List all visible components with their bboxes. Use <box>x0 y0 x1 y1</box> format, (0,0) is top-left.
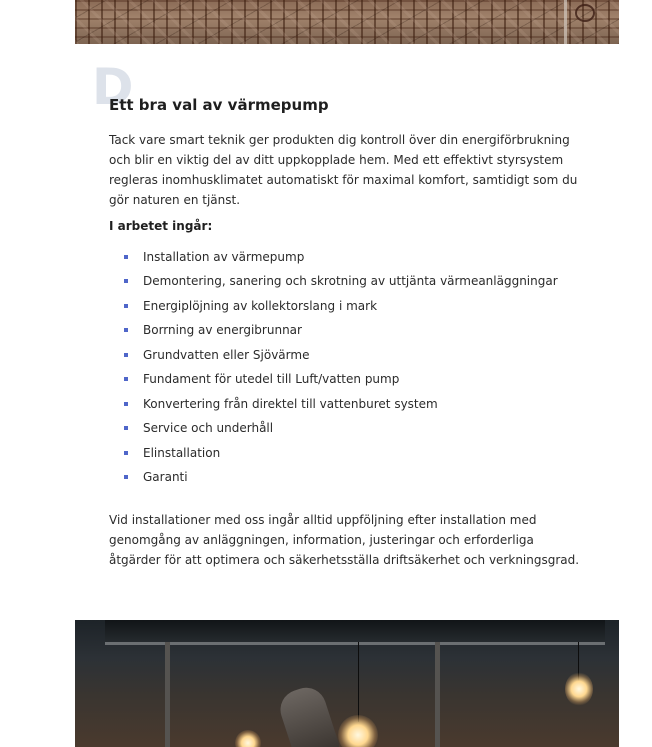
intro-paragraph: Tack vare smart teknik ger produkten dig kontroll över din energiförbrukning och blir en viktig del av ditt uppkopplade hem. Med ett effektivt styrsystem regleras inomhusklimatet automatiskt för maximal komfort, samtidigt som du gör naturen en tjänst. <box>109 133 578 207</box>
included-work-list <box>124 247 558 491</box>
decorative-drop-letter: D <box>92 58 134 116</box>
photo-detail-pole <box>564 0 567 44</box>
photo-detail-ring <box>575 4 595 22</box>
includes-label: I arbetet ingår: <box>109 219 213 233</box>
square-bullet-icon <box>124 255 128 259</box>
photo-beam <box>165 642 170 747</box>
list-item-text: Elinstallation <box>143 445 221 460</box>
outro-paragraph: Vid installationer med oss ingår alltid uppföljning efter installation med genomgång av anläggningen, information, justeringar och erforderliga åtgärder för att optimera och säkerhetsställa driftsäkerhet och verkningsgrad. <box>109 513 580 567</box>
photo-beam <box>435 642 440 747</box>
photo-wire <box>358 642 359 722</box>
list-item-text: Garanti <box>143 469 188 484</box>
list-item <box>124 345 558 369</box>
list-item <box>124 443 558 467</box>
square-bullet-icon <box>124 377 128 381</box>
photo-worker-figure <box>275 683 340 747</box>
list-item <box>124 296 558 320</box>
square-bullet-icon <box>124 279 128 283</box>
list-item <box>124 247 558 271</box>
list-item-text: Service och underhåll <box>143 421 274 436</box>
square-bullet-icon <box>124 402 128 406</box>
header-photo <box>75 0 619 44</box>
list-item <box>124 467 558 491</box>
list-item-text: Demontering, sanering och skrotning av uttjänta värmeanläggningar <box>143 274 558 289</box>
section-title: Ett bra val av värmepump <box>109 96 329 114</box>
list-item-text: Grundvatten eller Sjövärme <box>143 347 310 362</box>
list-item-text: Konvertering från direktel till vattenburet system <box>143 396 438 411</box>
light-bulb-icon <box>235 730 261 747</box>
square-bullet-icon <box>124 328 128 332</box>
light-bulb-icon <box>565 672 593 706</box>
list-item <box>124 369 558 393</box>
workshop-photo <box>75 620 619 747</box>
photo-ceiling <box>105 620 605 645</box>
square-bullet-icon <box>124 426 128 430</box>
list-item-text: Fundament för utedel till Luft/vatten pump <box>143 372 400 387</box>
list-item-text: Installation av värmepump <box>143 250 305 264</box>
list-item-text: Energiplöjning av kollektorslang i mark <box>143 298 378 313</box>
photo-texture <box>75 0 619 44</box>
light-bulb-icon <box>338 715 378 747</box>
square-bullet-icon <box>124 451 128 455</box>
list-item <box>124 320 558 344</box>
list-item <box>124 418 558 442</box>
square-bullet-icon <box>124 475 128 479</box>
list-item-text: Borrning av energibrunnar <box>143 323 302 338</box>
list-item <box>124 394 558 418</box>
square-bullet-icon <box>124 304 128 308</box>
square-bullet-icon <box>124 353 128 357</box>
list-item <box>124 271 558 295</box>
